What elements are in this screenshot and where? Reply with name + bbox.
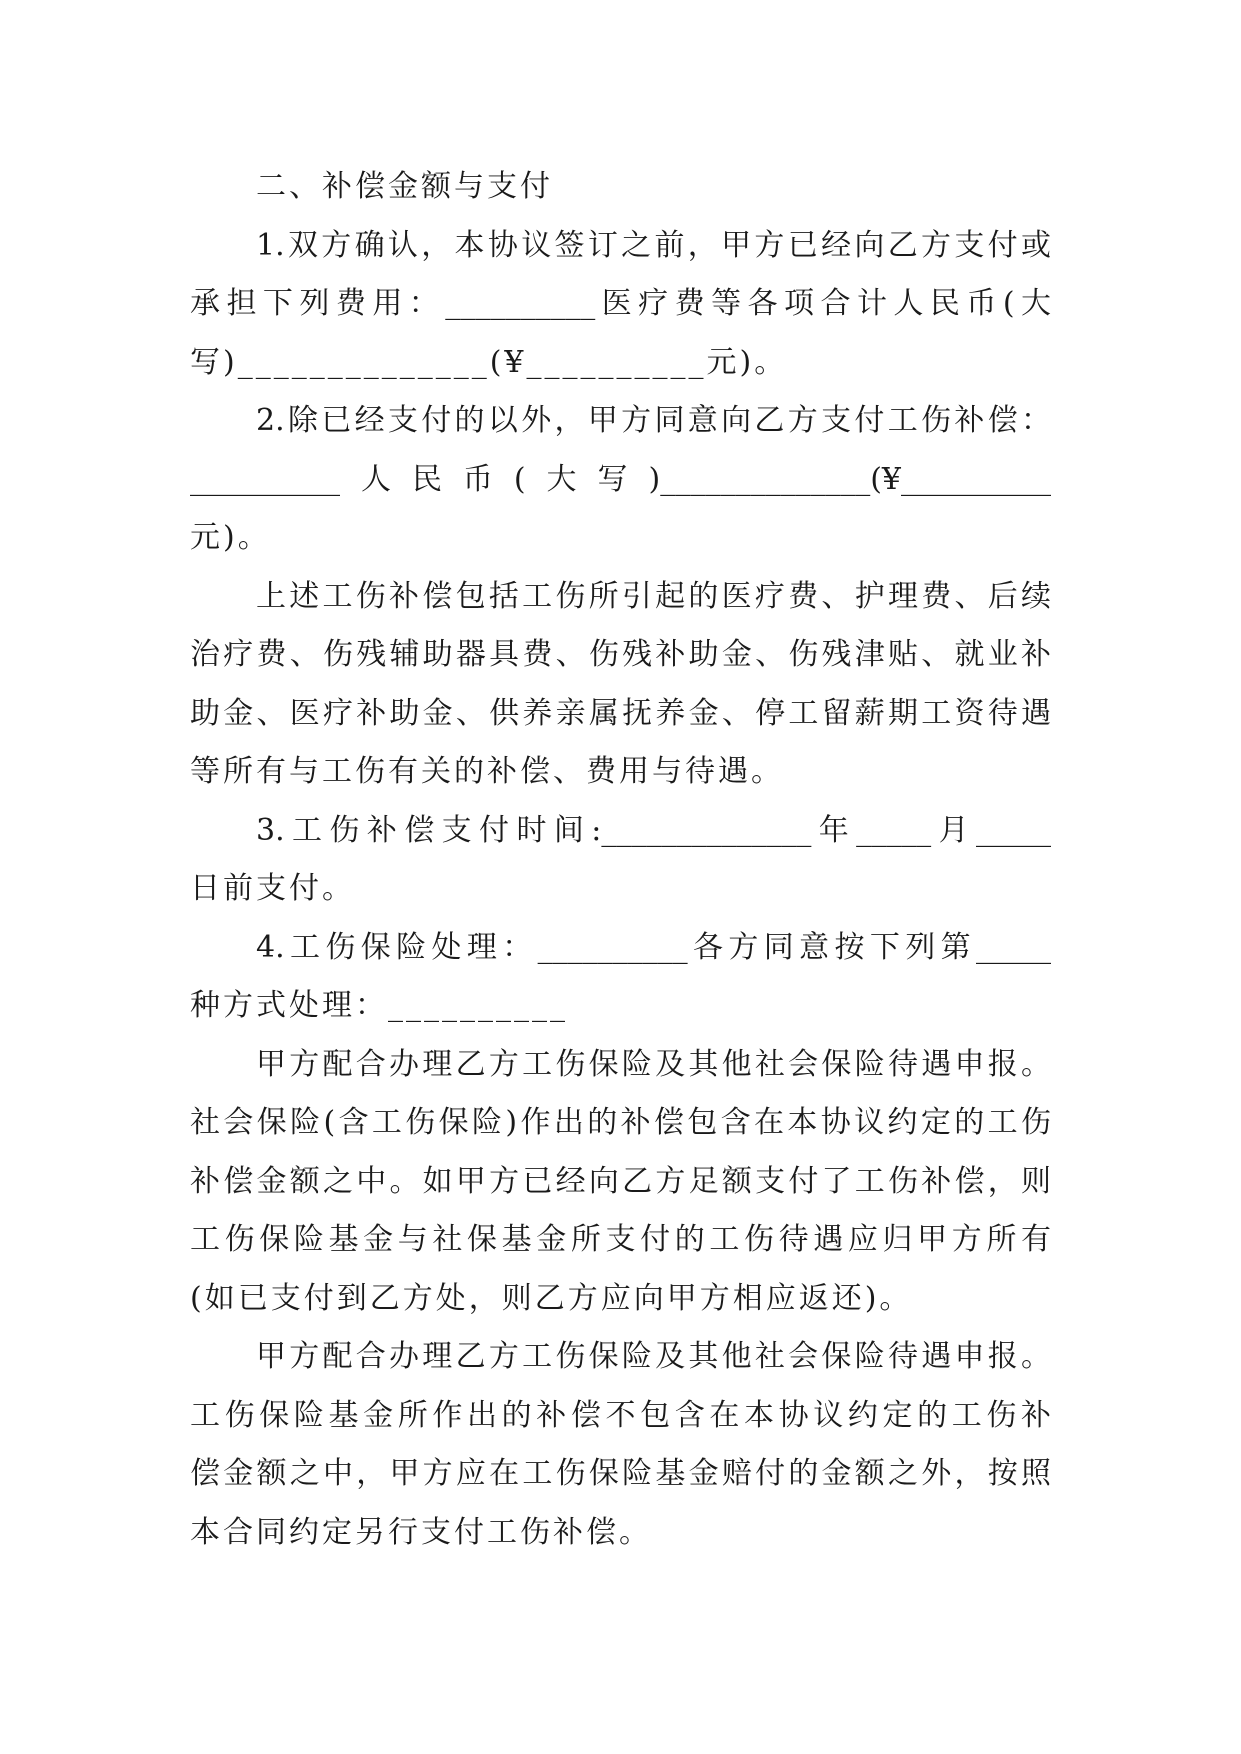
text-line: 2.除已经支付的以外，甲方同意向乙方支付工伤补偿：	[256, 403, 1051, 438]
text-line: 元)。	[190, 520, 271, 555]
section-heading: 二、补偿金额与支付	[256, 169, 553, 204]
text-line: 治疗费、伤残辅助器具费、伤残补助金、伤残津贴、就业补	[190, 637, 1051, 672]
text-line: 等所有与工伤有关的补偿、费用与待遇。	[190, 754, 784, 789]
text-line: 3.工伤补偿支付时间:______________年_____月_____	[256, 812, 1051, 848]
text-line: 助金、医疗补助金、供养亲属抚养金、停工留薪期工资待遇	[190, 695, 1051, 731]
document-body	[190, 158, 1051, 1562]
text-line: 偿金额之中，甲方应在工伤保险基金赔付的金额之外，按照	[190, 1456, 1051, 1491]
text-line: 1.双方确认，本协议签订之前，甲方已经向乙方支付或	[256, 227, 1051, 263]
text-line: 本合同约定另行支付工伤补偿。	[190, 1514, 652, 1550]
text-line: 工伤保险基金与社保基金所支付的工伤待遇应归甲方所有	[190, 1222, 1051, 1257]
text-line: __________人民币(大写)______________(¥__________	[190, 461, 1051, 497]
text-line: 工伤保险基金所作出的补偿不包含在本协议约定的工伤补	[190, 1397, 1051, 1433]
text-line: 甲方配合办理乙方工伤保险及其他社会保险待遇申报。	[256, 1339, 1051, 1374]
text-line: 承担下列费用：__________医疗费等各项合计人民币(大	[190, 286, 1051, 321]
text-line: 4.工伤保险处理：__________各方同意按下列第_____	[256, 929, 1051, 965]
text-line: 日前支付。	[190, 871, 355, 906]
text-line: 种方式处理：__________	[190, 988, 568, 1023]
text-line: 写)______________(¥__________元)。	[190, 344, 788, 380]
text-line: (如已支付到乙方处，则乙方应向甲方相应返还)。	[190, 1280, 913, 1316]
text-line: 上述工伤补偿包括工伤所引起的医疗费、护理费、后续	[256, 578, 1051, 614]
text-line: 甲方配合办理乙方工伤保险及其他社会保险待遇申报。	[256, 1046, 1051, 1082]
text-line: 社会保险(含工伤保险)作出的补偿包含在本协议约定的工伤	[190, 1105, 1051, 1140]
text-line: 补偿金额之中。如甲方已经向乙方足额支付了工伤补偿，则	[190, 1163, 1051, 1199]
